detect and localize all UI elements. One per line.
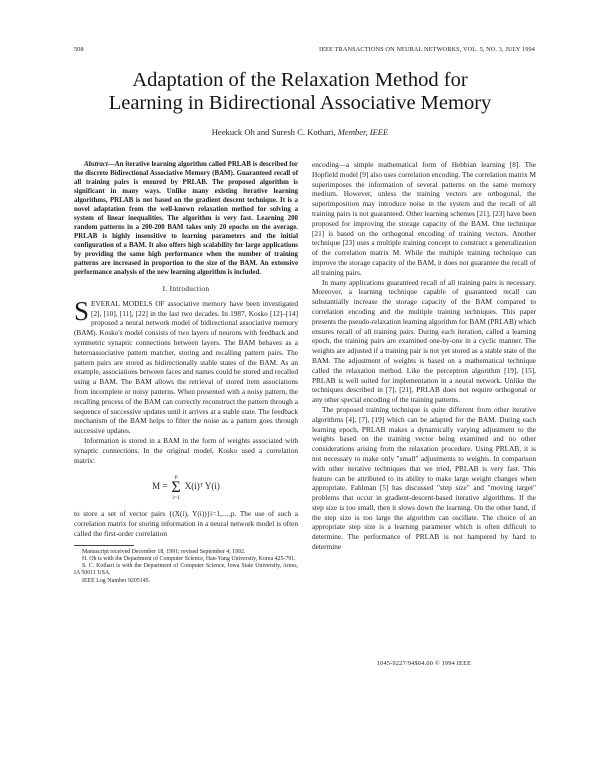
intro-paragraph-2: Information is stored in a BAM in the form of weights associated with synaptic connections. In the original model, Kosko used a correlation matrix: — [74, 435, 298, 465]
right-column — [312, 160, 536, 552]
section-heading: I. Introduction — [162, 284, 210, 293]
intro-paragraph-1 — [74, 295, 298, 436]
summation-upper: p — [174, 473, 178, 480]
title-line-2: Learning in Bidirectional Associative Memory — [108, 92, 492, 114]
footnote-rule — [74, 545, 134, 546]
running-header: IEEE TRANSACTIONS ON NEURAL NETWORKS, VOL. 5, NO. 3, JULY 1994 — [319, 46, 535, 53]
author-line — [80, 127, 520, 137]
footnote-log: IEEE Log Number 9205145. — [82, 577, 151, 584]
summation-lower: i=1 — [172, 494, 180, 501]
page-number: 508 — [74, 46, 84, 53]
intro-paragraph-1-text: associative memory have been investigated [2], [10], [11], [22] in the last two decades. In 1987, Kosko [12]–[14] proposed a neural network model of bidirectional associative memory (BAM). Kosko's model consists of two layers of neurons with feedback and symmetric synaptic connections between layers. The BAM behaves as a heteroassociative pattern matcher, storing and recalling pattern pairs. The pattern pairs are stored as bidirectionally stable states of the BAM. As an example, associations between faces and names could be stored and recalled using a BAM. The BAM allows the retrieval of stored item associations from incomplete or noisy patterns. When presented with a noisy pattern, the recalling process of the BAM can correctly reconstruct the pattern through a sequence of successive updates until it arrives at a stable state. The feedback mechanism of the BAM helps to filter the noise as a pattern goes through successive updates. — [74, 298, 298, 436]
intro-paragraph-3: to store a set of vector pairs {(X(i), Y(i))}i=1,…,p. The use of such a correlation matrix for storing information in a neural network model is often called the first-order correlation — [74, 509, 298, 538]
abstract — [74, 160, 298, 277]
abstract-lead: Abstract— — [84, 161, 115, 168]
right-paragraph-2: In many applications guaranteed recall of all training pairs is necessary. Moreover, a learning technique capable of guaranteed recall can substantially increase the storage capacity of the BAM compared to correlation encoding and the multiple training techniques. This paper presents the pseudo-relaxation learning algorithm for BAM (PRLAB) which ensures recall of all training pairs. During each iteration, called a learning epoch, the training pairs are examined one-by-one in a cyclic manner. The weights are adjusted if a training pair is not yet stored as a stable state of the BAM. The adjustment of weights is based on a mathematical technique called the relaxation method. Like the perceptron algorithm [19], [15], PRLAB is well suited for implementation in a neural network. Unlike the techniques described in [7], [21], PRLAB does not require orthogonal or any other special encoding of the training patterns. — [312, 277, 536, 405]
left-column — [74, 160, 298, 585]
equation-lhs: M = — [152, 481, 168, 492]
equation-term: X(i)ᵀ Y(i) — [184, 481, 220, 492]
author-names: Heekuck Oh and Suresh C. Kothari, — [211, 127, 336, 137]
author-role: Member, IEEE — [337, 127, 389, 137]
title-line-1: Adaptation of the Relaxation Method for — [132, 69, 468, 91]
correlation-equation — [74, 473, 298, 501]
right-paragraph-1: encoding—a simple mathematical form of Hebbian learning [8]. The Hopfield model [9] also uses correlation encoding. The correlation matrix M superimposes the information of several patterns on the same memory medium. However, unless the training vectors are orthogonal, the superimposition may introduce noise in the system and the recall of all training pairs is not guaranteed. Other learning schemes [21], [23] have been proposed for improving the storage capacity of the BAM. One technique [21] is based on the orthogonal encoding of training vectors. Another technique [23] uses a multiple training concept to construct a generalization of the correlation matrix M. While the multiple training technique can improve the storage capacity of the BAM, it does not guarantee the recall of all training pairs. — [312, 160, 536, 277]
abstract-text: An iterative learning algorithm called PRLAB is described for the discrete Bidirectional Associative Memory (BAM). Guaranteed recall of all training pairs is ensured by PRLAB. The proposed algorithm is significant in many ways. Unlike many existing iterative learning algorithms, PRLAB is not based on the gradient descent technique. It is a novel adaptation from the well-known relaxation method for solving a system of linear inequalities. The algorithm is very fast. Learning 200 random patterns in a 200-200 BAM takes only 20 epochs on the average. PRLAB is highly insensitive to learning parameters and the initial configuration of a BAM. It also offers high scalability for large applications by providing the same high performance when the number of training patterns are increased in proportion to the size of the BAM. An extensive performance analysis of the new learning algorithm is included. — [74, 161, 298, 276]
paper-title — [80, 69, 520, 115]
footnote-received: Manuscript received December 18, 1991; revised September 4, 1992. — [82, 548, 246, 555]
right-paragraph-3: The proposed training technique is quite different from other iterative algorithms [4], [7], [19] which can be adapted for the BAM. During each learning epoch, PRLAB makes a dynamically varying adjustment to the weights based on the training vector being examined and no other considerations arising from the relaxation procedure. Using PRLAB, it is not necessary to make only "small" adjustments to weights. In comparison with other iterative techniques that we tried, PRLAB is very fast. This feature can be attributed to its ability to make large weight changes when appropriate. Fahlman [5] has discussed "step size" and "moving target" problems that occur in gradient-descent-based iterative algorithms. If the step size is too small, then it slows down the learning. On the other hand, if the step size is too large the algorithm can oscillate. The choice of an appropriate step size is a learning parameter which is often difficult to determine. The performance of PRLAB is not hampered by hard to determine — [312, 404, 536, 552]
summation — [171, 474, 180, 501]
issn-line: 1045-9227/94$04.00 © 1994 IEEE — [376, 660, 472, 667]
drop-cap: S — [74, 295, 90, 326]
footnote-author-2: S. C. Kothari is with the Department of Computer Science, Iowa State University, Ames, IA 50011 USA. — [74, 563, 298, 577]
summation-sign: Σ — [171, 478, 181, 496]
footnote-author-1: H. Oh is with the Department of Computer Science, Han-Yang University, Korea 425-791. — [82, 555, 296, 562]
intro-small-caps: EVERAL MODELS OF — [91, 298, 165, 308]
